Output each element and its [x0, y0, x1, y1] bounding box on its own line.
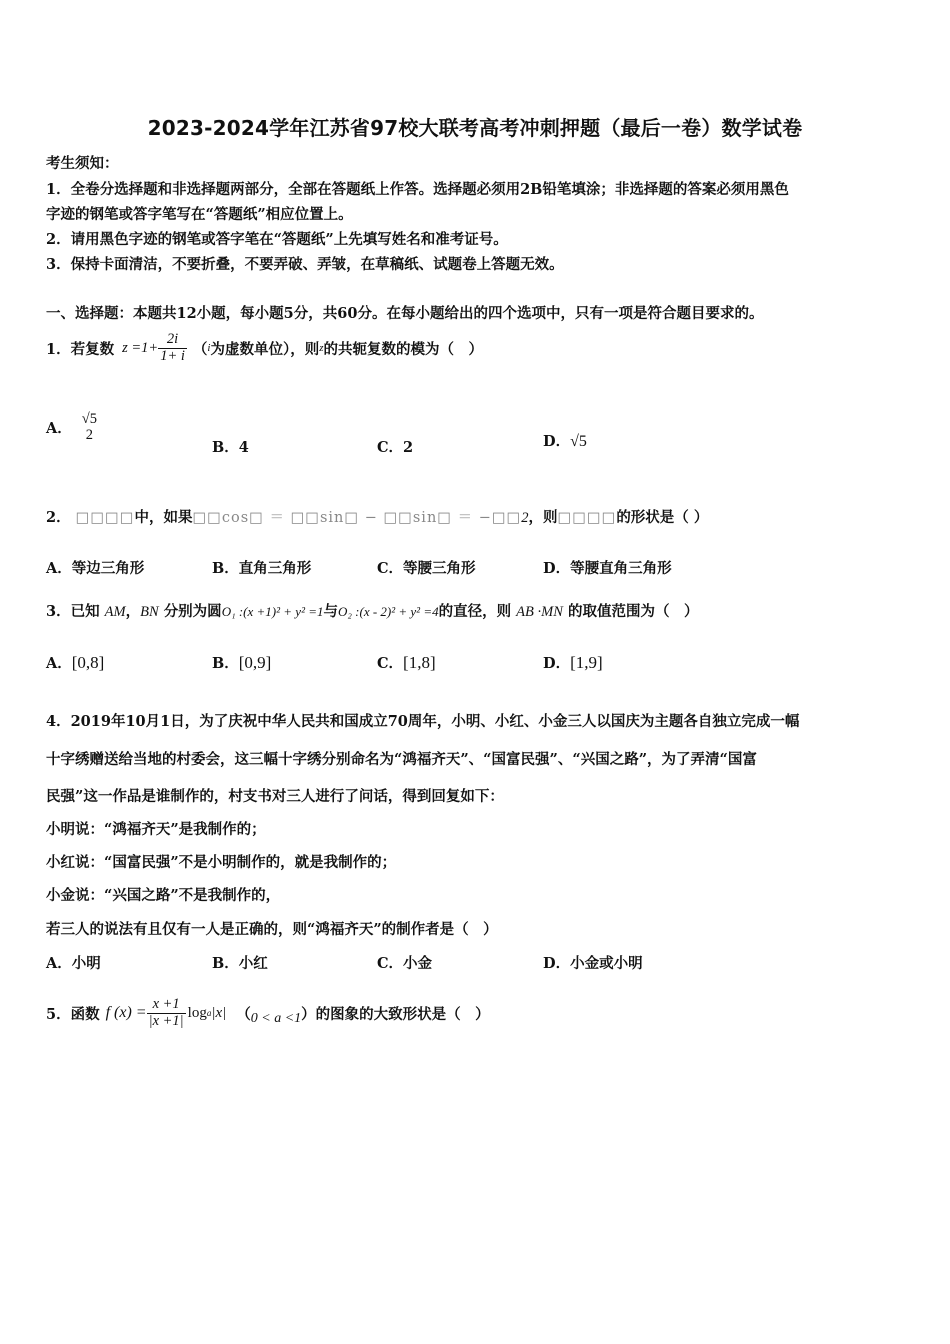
- q5-tail: 的图象的大致形状是（ ）: [315, 1005, 490, 1023]
- q2-option-b[interactable]: [212, 557, 311, 578]
- q4-line-1: 4．2019年10月1日，为了庆祝中华人民共和国成立70周年，小明、小红、小金三人以国庆为主题各自独立完成一幅: [46, 713, 800, 730]
- q1-option-b[interactable]: [212, 436, 249, 457]
- option-frac-den: 2: [85, 426, 93, 443]
- option-value: 4: [238, 439, 249, 456]
- option-label: B．: [212, 560, 239, 577]
- option-label: B．: [212, 439, 239, 456]
- q1-z-eq: z =1+: [122, 339, 159, 356]
- page-title: 2023-2024学年江苏省97校大联考高考冲刺押题（最后一卷）数学试卷: [147, 116, 803, 140]
- q2-two: 2: [521, 510, 529, 526]
- q5-function: f (x) =: [105, 1004, 147, 1021]
- q5-log: log: [187, 1004, 207, 1021]
- option-value: 等腰直角三角形: [570, 560, 672, 577]
- option-label: C．: [377, 439, 404, 456]
- option-value: 小明: [71, 955, 101, 972]
- q1-tail: 的共轭复数的模为（ ）: [323, 340, 483, 358]
- option-label: A．: [46, 955, 72, 972]
- q1-fraction: [158, 332, 187, 365]
- option-label: D．: [543, 955, 571, 972]
- notice-item-3: 3．保持卡面清洁，不要折叠，不要弄破、弄皱，在草稿纸、试题卷上答题无效。: [46, 256, 564, 273]
- option-label: D．: [543, 655, 571, 672]
- q3-option-c[interactable]: [377, 652, 436, 673]
- q3-number: 3．已知: [46, 603, 100, 620]
- q2-garbled-2: □□cos□ ＝ □□sin□ − □□sin□ ＝ −□□: [192, 510, 522, 526]
- q1-i-var: i: [207, 342, 211, 354]
- q3-am: AM: [104, 604, 126, 620]
- notice-item-2: 2．请用黑色字迹的钢笔或答字笔在“答题纸”上先填写姓名和准考证号。: [46, 231, 508, 248]
- option-value: 小红: [238, 955, 268, 972]
- q5-frac-num: x +1: [147, 997, 186, 1014]
- q3-tail: 的取值范围为（ ）: [567, 603, 699, 620]
- q5-paren-open: （: [236, 1005, 251, 1023]
- option-label: C．: [377, 655, 404, 672]
- notice-item-1a: 1．全卷分选择题和非选择题两部分，全部在答题纸上作答。选择题必须用2B铅笔填涂；非选择题的答案必须用黑色: [46, 181, 789, 198]
- option-label: C．: [377, 560, 404, 577]
- q5-abs: |x|: [211, 1004, 227, 1021]
- q3-option-d[interactable]: [543, 652, 603, 673]
- q1-option-a[interactable]: [46, 412, 99, 444]
- q2-option-a[interactable]: [46, 557, 144, 578]
- q1-option-c[interactable]: [377, 436, 413, 457]
- q1-frac-num: 2i: [158, 332, 187, 349]
- q1-mid1: （: [192, 340, 208, 358]
- option-value: 直角三角形: [238, 560, 312, 577]
- option-label: A．: [46, 655, 72, 672]
- option-value: 小金或小明: [570, 955, 643, 972]
- q5-number: 5．函数: [46, 1005, 100, 1023]
- option-value: 等腰三角形: [403, 560, 476, 577]
- q4-option-a[interactable]: [46, 952, 101, 973]
- q2-text-1: 中，如果: [134, 509, 193, 526]
- option-label: A．: [46, 560, 72, 577]
- option-label: B．: [212, 655, 239, 672]
- q4-option-b[interactable]: [212, 952, 268, 973]
- option-frac-num: √5: [81, 411, 97, 427]
- q4-line-4: 小明说：“鸿福齐天”是我制作的；: [46, 821, 266, 838]
- q5-frac-den: |x +1|: [148, 1012, 184, 1029]
- option-value: [1,8]: [403, 653, 436, 672]
- q1-mid2: 为虚数单位），则: [210, 340, 320, 358]
- option-value: 等边三角形: [71, 560, 145, 577]
- q4-line-2: 十字绣赠送给当地的村委会，这三幅十字绣分别命名为“鸿福齐天”、“国富民强”、“兴国之路”，为了弄清“国富: [46, 751, 757, 768]
- q3-circle-2: O₂ :(x - 2)² + y² =4: [338, 604, 439, 619]
- q4-line-6: 小金说：“兴国之路”不是我制作的，: [46, 887, 281, 904]
- q1-option-d[interactable]: [543, 430, 587, 451]
- q5-fraction: [147, 997, 186, 1030]
- option-value: 小金: [403, 955, 433, 972]
- q1-number: 1．若复数: [46, 340, 115, 358]
- q3-option-b[interactable]: [212, 652, 271, 673]
- q2-number: 2．: [46, 509, 71, 526]
- notice-heading: 考生须知：: [46, 155, 119, 172]
- section-1-heading: 一、选择题：本题共12小题，每小题5分，共60分。在每小题给出的四个选项中，只有一项是符合题目要求的。: [46, 305, 764, 322]
- question-3: [46, 600, 698, 621]
- option-label: A．: [46, 420, 72, 438]
- q1-option-a-fraction: [80, 412, 99, 444]
- q2-text-2: ，则: [528, 509, 558, 526]
- q2-tail: 的形状是（ ）: [616, 509, 709, 526]
- q5-paren-close: ）: [301, 1005, 316, 1023]
- q5-log-base: a: [206, 1008, 212, 1018]
- q1-z-var: z: [319, 342, 324, 354]
- option-value: [1,9]: [570, 653, 603, 672]
- q2-option-d[interactable]: [543, 557, 672, 578]
- q3-text-2: 与: [323, 603, 338, 620]
- question-2: [46, 506, 708, 527]
- q4-line-7: 若三人的说法有且仅有一人是正确的，则“鸿福齐天”的制作者是（ ）: [46, 921, 498, 938]
- q3-comma: ，: [125, 603, 141, 620]
- q2-option-c[interactable]: [377, 557, 476, 578]
- option-value: [0,8]: [71, 653, 105, 672]
- q4-option-c[interactable]: [377, 952, 432, 973]
- q2-garbled-3: □□□□: [557, 510, 617, 526]
- option-label: D．: [543, 560, 571, 577]
- q3-option-a[interactable]: [46, 652, 104, 673]
- q3-dot-product: AB ·MN: [516, 604, 563, 620]
- q3-text-3: 的直径，则: [438, 603, 512, 620]
- option-label: C．: [377, 955, 404, 972]
- option-label: D．: [543, 433, 571, 450]
- option-label: B．: [212, 955, 239, 972]
- question-5: [46, 990, 490, 1036]
- q2-garbled-1: □□□□: [75, 510, 135, 526]
- option-value: √5: [570, 433, 587, 450]
- option-value: 2: [403, 439, 414, 456]
- q4-line-3: 民强”这一作品是谁制作的，村支书对三人进行了问话，得到回复如下：: [46, 788, 504, 805]
- q4-line-5: 小红说：“国富民强”不是小明制作的，就是我制作的；: [46, 854, 397, 871]
- q3-circle-1: O₁ :(x +1)² + y² =1: [221, 604, 324, 619]
- notice-item-1b: 字迹的钢笔或答字笔写在“答题纸”相应位置上。: [46, 206, 353, 223]
- question-1: [46, 328, 483, 368]
- q3-text-1: 分别为圆: [163, 603, 222, 620]
- q5-condition: 0 < a <1: [250, 1011, 302, 1026]
- option-value: [0,9]: [238, 653, 272, 672]
- q4-option-d[interactable]: [543, 952, 643, 973]
- q3-bn: BN: [140, 604, 159, 620]
- q1-frac-den: 1+ i: [160, 347, 185, 364]
